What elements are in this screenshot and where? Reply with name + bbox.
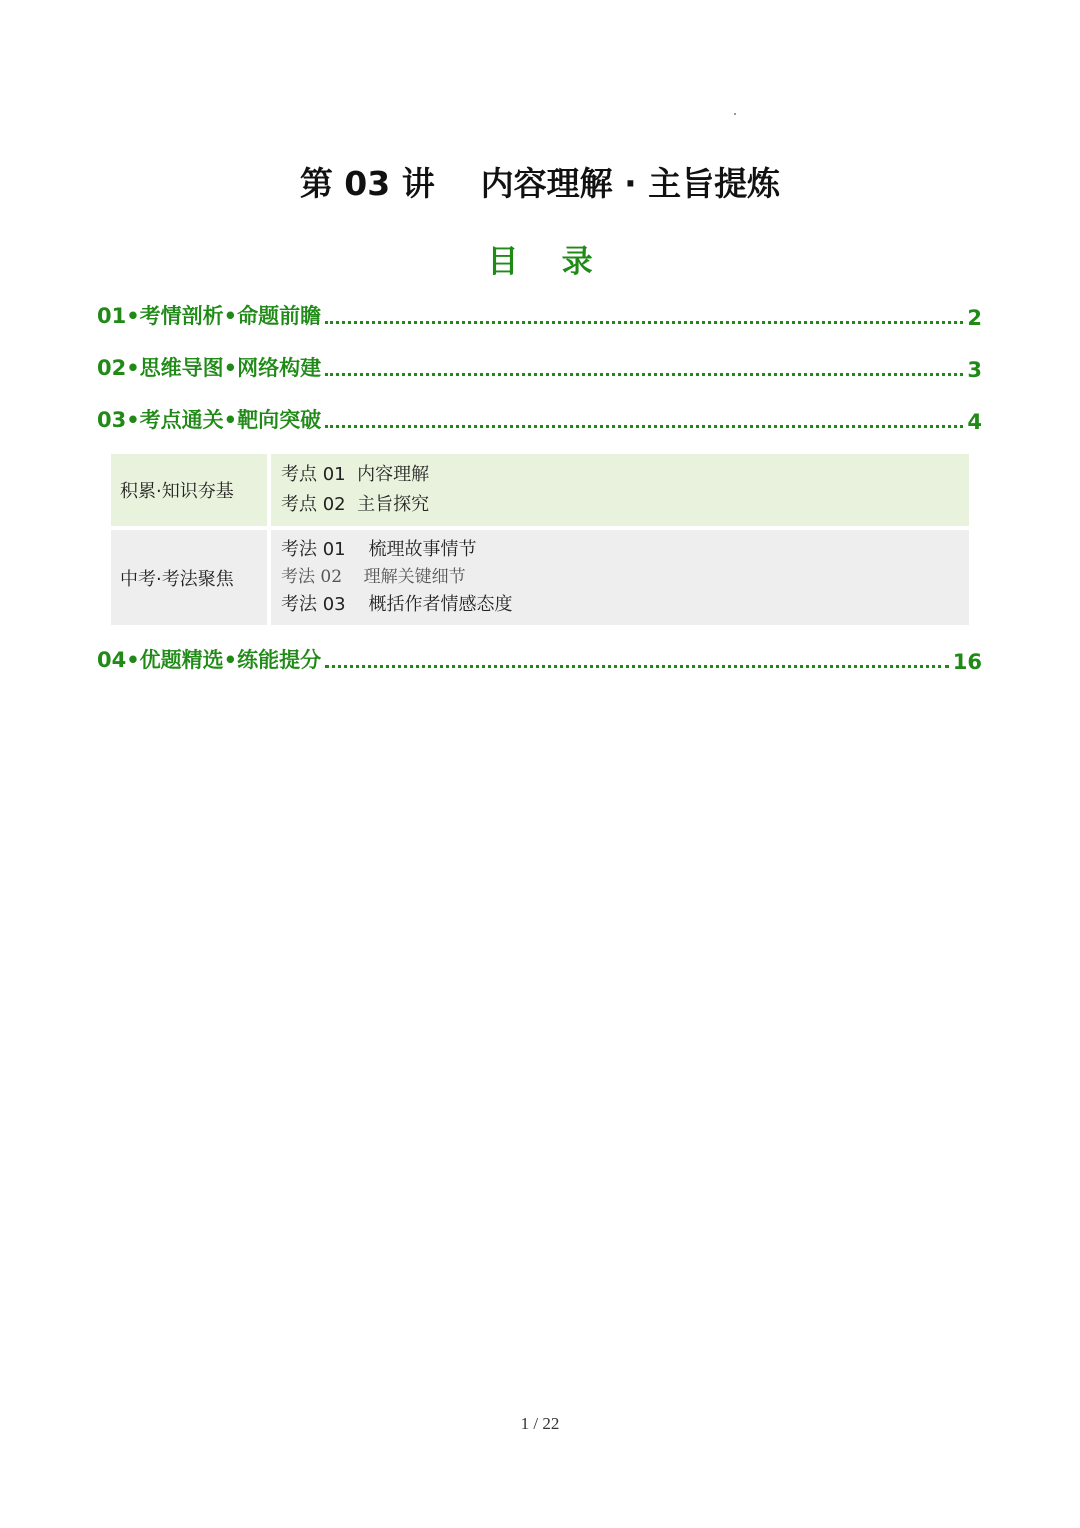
topic-item[interactable]: 考点 01 内容理解 [281, 464, 430, 485]
topic-category: 积累·知识夯基 [111, 454, 267, 526]
dot-leader [325, 320, 963, 324]
toc-entry-4[interactable] [97, 644, 982, 674]
toc-heading: 目 录 [487, 244, 593, 280]
topic-category: 中考·考法聚焦 [111, 530, 267, 625]
toc-entry-2[interactable] [97, 352, 982, 382]
speck-mark [734, 113, 736, 115]
dot-leader [325, 664, 949, 668]
toc-entry-page: 16 [952, 650, 982, 674]
topic-item[interactable]: 考法 01 梳理故事情节 [281, 538, 477, 560]
toc-entry-3[interactable] [97, 404, 982, 434]
topic-item[interactable]: 考点 02 主旨探究 [281, 494, 430, 515]
topic-item[interactable]: 考法 02 理解关键细节 [281, 567, 466, 588]
topic-item[interactable]: 考法 03 概括作者情感态度 [281, 594, 513, 616]
topic-row-knowledge [111, 454, 969, 526]
toc-entry-label: 04•优题精选•练能提分 [97, 648, 322, 672]
topic-items [271, 530, 969, 625]
toc-entry-label: 03•考点通关•靶向突破 [97, 408, 322, 432]
toc-entry-page: 2 [967, 306, 982, 330]
toc-entry-1[interactable] [97, 300, 982, 330]
toc-entry-label: 02•思维导图•网络构建 [97, 356, 322, 380]
topic-row-exam [111, 530, 969, 625]
topic-items [271, 454, 969, 526]
topic-table [111, 454, 969, 629]
dot-leader [325, 372, 963, 376]
page-title: 第 03 讲 内容理解 · 主旨提炼 [299, 164, 781, 203]
toc-entry-page: 4 [967, 410, 982, 434]
toc-entry-page: 3 [967, 358, 982, 382]
toc-entry-label: 01•考情剖析•命题前瞻 [97, 304, 322, 328]
page-number: 1 / 22 [520, 1414, 560, 1433]
dot-leader [325, 424, 963, 428]
